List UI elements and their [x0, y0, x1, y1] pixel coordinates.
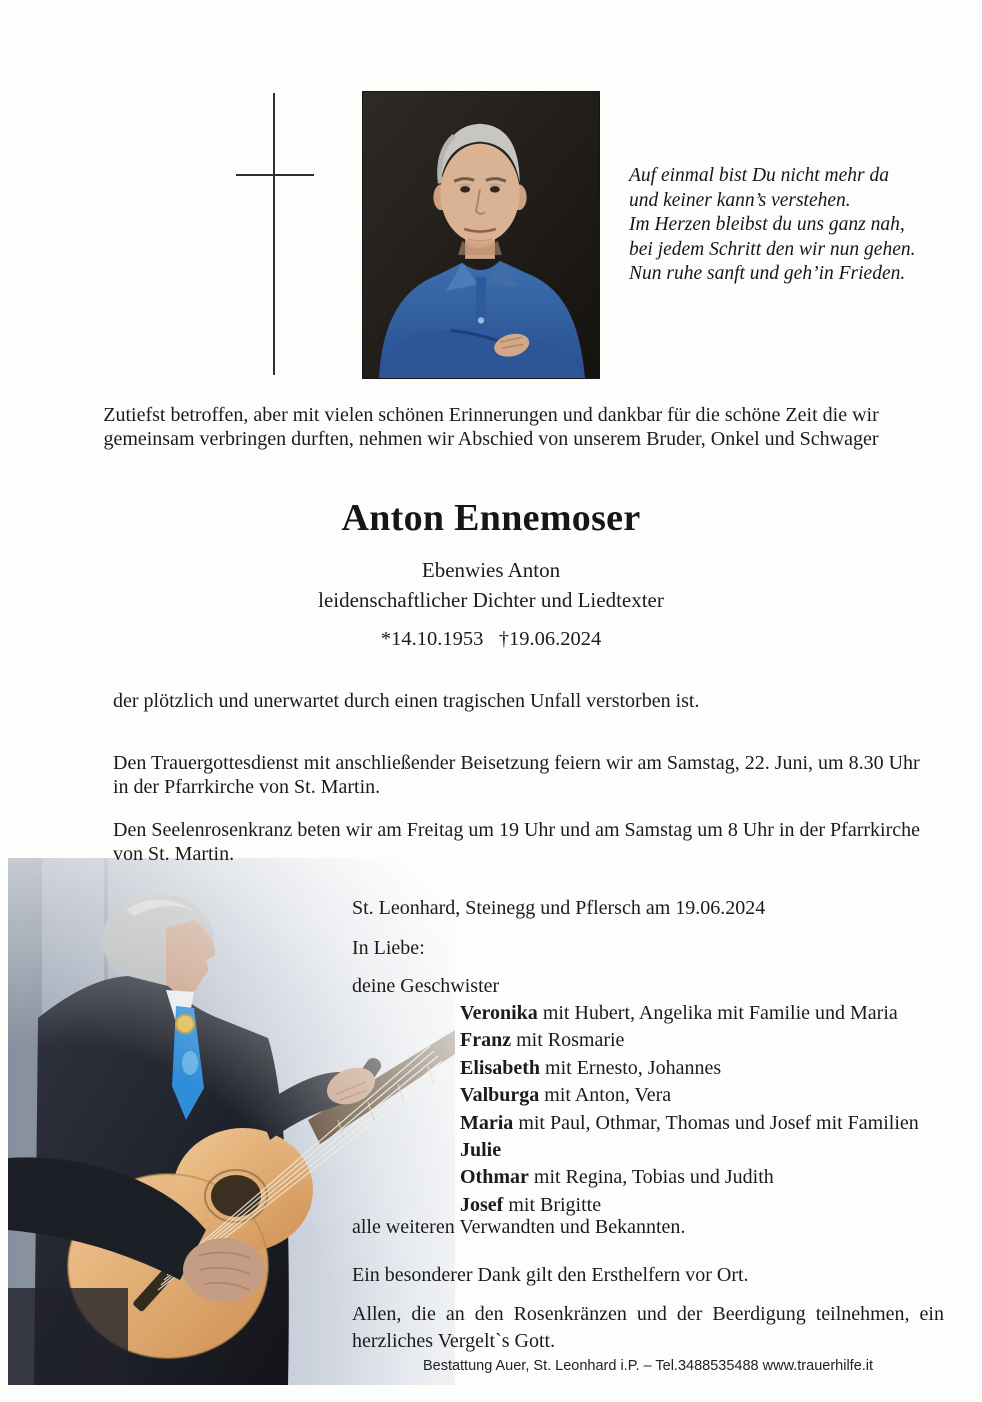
deceased-role: leidenschaftlicher Dichter und Liedtexter — [318, 588, 664, 612]
death-cause-line: der plötzlich und unerwartet durch einen tragischen Unfall verstorben ist. — [113, 690, 700, 712]
thanks-attendees: Allen, die an den Rosenkränzen und der Beerdigung teilnehmen, ein herzliches Vergelt`s Gott. — [352, 1303, 944, 1352]
intro-paragraph: Zutiefst betroffen, aber mit vielen schönen Erinnerungen und dankbar für die schöne Zeit die wir gemeinsam verbringen durften, nehmen wir Abschied von unserem Bruder, Onkel und Schwager — [103, 404, 879, 450]
sibling-name: Veronika — [460, 1002, 538, 1024]
sibling-row — [460, 1055, 970, 1082]
sibling-name: Valburga — [460, 1084, 540, 1107]
sibling-name: Julie — [460, 1139, 502, 1162]
deceased-birth-name: Ebenwies Anton — [421, 558, 561, 582]
life-dates: *14.10.1953 †19.06.2024 — [380, 628, 602, 650]
poem-line: Auf einmal bist Du nicht mehr da — [629, 165, 889, 186]
poem-line: Nun ruhe sanft und geh’in Frieden. — [629, 263, 906, 285]
portrait-illustration — [363, 92, 599, 378]
sibling-rest: mit Anton, Vera — [539, 1084, 672, 1107]
siblings-label: deine Geschwister — [352, 975, 500, 997]
thanks-first-responders: Ein besonderer Dank gilt den Ersthelfern vor Ort. — [352, 1264, 749, 1286]
sibling-name: Franz — [460, 1029, 512, 1052]
poem-line: bei jedem Schritt den wir nun gehen. — [629, 238, 916, 260]
sibling-name: Josef — [460, 1193, 504, 1216]
in-love-label: In Liebe: — [352, 937, 425, 959]
sibling-row — [460, 1110, 970, 1137]
siblings-list — [460, 1000, 970, 1219]
portrait-photo — [362, 91, 600, 379]
funeral-home-footer: Bestattung Auer, St. Leonhard i.P. – Tel.3488535488 www.trauerhilfe.it — [422, 1358, 874, 1374]
poem-line: und keiner kann’s verstehen. — [629, 189, 851, 211]
sibling-name: Elisabeth — [460, 1056, 541, 1079]
sibling-row — [460, 1027, 970, 1054]
sibling-rest: mit Paul, Othmar, Thomas und Josef mit Familien — [513, 1111, 919, 1134]
sibling-rest: mit Hubert, Angelika mit Familie und Maria — [537, 1002, 898, 1024]
deceased-name: Anton Ennemoser — [341, 497, 641, 539]
sibling-row — [460, 1164, 970, 1191]
sibling-row — [460, 1082, 970, 1109]
rosary-info: Den Seelenrosenkranz beten wir am Freitag um 19 Uhr und am Samstag um 8 Uhr in der Pfarrkirche von St. Martin. — [113, 819, 920, 865]
sibling-row — [460, 1000, 970, 1027]
sibling-rest: mit Regina, Tobias und Judith — [528, 1166, 774, 1189]
place-date-line: St. Leonhard, Steinegg und Pflersch am 19.06.2024 — [352, 897, 766, 919]
sibling-rest: mit Brigitte — [503, 1193, 602, 1216]
relatives-line: alle weiteren Verwandten und Bekannten. — [352, 1216, 686, 1238]
funeral-service-info: Den Trauergottesdienst mit anschließender Beisetzung feiern wir am Samstag, 22. Juni, um 8.30 Uhr in der Pfarrkirche von St. Martin. — [113, 752, 920, 798]
sibling-row — [460, 1137, 970, 1164]
sibling-name: Othmar — [460, 1166, 529, 1189]
sibling-rest: mit Ernesto, Johannes — [540, 1056, 722, 1079]
cross-vertical-bar — [273, 93, 275, 375]
memorial-poem — [629, 164, 959, 287]
poem-line: Im Herzen bleibst du uns ganz nah, — [629, 214, 905, 236]
cross-horizontal-bar — [236, 174, 314, 176]
sibling-name: Maria — [460, 1111, 514, 1134]
sibling-rest: mit Rosmarie — [511, 1029, 625, 1052]
